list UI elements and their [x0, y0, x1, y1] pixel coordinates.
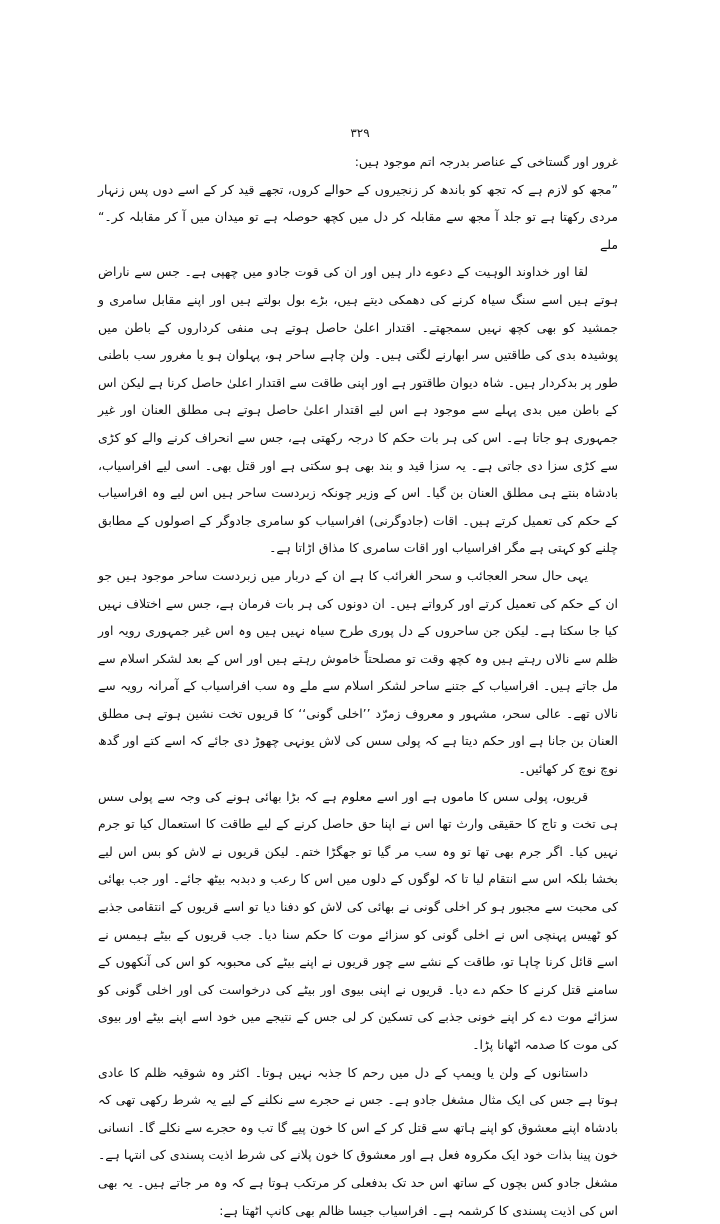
- paragraph: قریوں، پولی سس کا ماموں ہے اور اسے معلوم ہے کہ بڑا بھائی ہونے کی وجہ سے پولی سس ہی تخت و تاج کا حقیقی وارث تھا اس نے اپنا حق حاصل کرنے کے لیے طاقت کا استعمال کیا تو جرم نہیں کیا۔ اگر جرم بھی تھا تو وہ سب مر گیا تو جھگڑا ختم۔ لیکن قریوں نے لاش کو بس اس لیے بخشا بلکہ اس سے انتقام لیا تا کہ لوگوں کے دلوں میں اس کا رعب و دبدبہ بیٹھ جائے۔ اور جب بھائی کی محبت سے مجبور ہو کر اخلی گونی نے بھائی کی لاش کو دفنا دیا تو اسے قریوں کے انتقامی جذبے کو ٹھیس پہنچی اس نے اخلی گونی کو سزائے موت کا حکم سنا دیا۔ جب قریوں کے بیٹے ہیمس نے اسے قائل کرنا چاہا تو، طاقت کے نشے سے چور قریوں نے اپنے بیٹے کی محبوبہ کو اس کی آنکھوں کے سامنے قتل کرنے کا حکم دے دیا۔ قریوں نے اپنی بیوی اور بیٹے کی درخواست کی اور اخلی گونی کو سزائے موت دے کر اپنے خونی جذبے کی تسکین کر لی جس کے نتیجے میں خود اسے اپنے بیٹے اور بیوی کی موت کا صدمہ اٹھانا پڑا۔: [98, 788, 618, 1052]
- page-body: [98, 148, 618, 1224]
- page-number: ۳۲۹: [350, 126, 370, 140]
- paragraph: لقا اور خداوند الوہیت کے دعوے دار ہیں اور ان کی قوت جادو میں چھپی ہے۔ جس سے ناراض ہوتے ہیں اسے سنگ سیاہ کرنے کی دھمکی دیتے ہیں، بڑے بول بولتے ہیں اور اپنے مقابل سامری و جمشید کو بھی کچھ نہیں سمجھتے۔ اقتدار اعلیٰ حاصل ہوتے ہی منفی کرداروں کے باطن میں پوشیدہ بدی کی طاقتیں سر ابھارنے لگتی ہیں۔ ولن چاہے ساحر ہو، پہلوان ہو یا مغرور سب باطنی طور پر بدکردار ہیں۔ شاہ دیوان طاقتور ہے اور اپنی طاقت سے اقتدار اعلیٰ حاصل کرنا ہے لیکن اس کے باطن میں بدی پہلے سے موجود ہے اس لیے اقتدار اعلیٰ حاصل ہوتے ہی مطلق العنان اور غیر جمہوری ہو جاتا ہے۔ اس کی ہر بات حکم کا درجہ رکھتی ہے، جس سے انحراف کرنے والے کو کڑی سے کڑی سزا دی جاتی ہے۔ یہ سزا قید و بند بھی ہو سکتی ہے اور قتل بھی۔ اسی لیے افراسیاب، بادشاہ بنتے ہی مطلق العنان بن گیا۔ اس کے وزیر چونکہ زبردست ساحر ہیں اس لیے وہ افراسیاب کے حکم کی تعمیل کرتے ہیں۔ اقات (جادوگرنی) افراسیاب کو سامری جادوگر کے اصولوں کے مطابق چلنے کو کہتی ہے مگر افراسیاب اور اقات سامری کا مذاق اڑاتا ہے۔: [98, 264, 618, 556]
- paragraph-intro: غرور اور گستاخی کے عناصر بدرجہ اتم موجود ہیں:: [354, 154, 618, 169]
- paragraph: داستانوں کے ولن یا ویمپ کے دل میں رحم کا جذبہ نہیں ہوتا۔ اکثر وہ شوقیہ ظلم کا عادی ہوتا ہے جس کی ایک مثال مشغل جادو ہے۔ جس نے حجرے سے نکلنے کے لیے یہ شرط رکھی تھی کہ بادشاہ اپنے معشوق کو اپنے ہاتھ سے قتل کر کے اس کا خون پیے گا تب وہ حجرے سے نکلے گا۔ انسانی خون پینا بذات خود ایک مکروہ فعل ہے اور معشوق کا خون پلانے کی شرط اذیت پسندی کی انتہا ہے۔ مشغل جادو کس بچوں کے ساتھ اس حد تک بدفعلی کر مرتکب ہوتا ہے کہ وہ مر جاتے ہیں۔ یہ بھی اس کی اذیت پسندی کا کرشمہ ہے۔ افراسیاب جیسا ظالم بھی کانپ اٹھتا ہے:: [98, 1064, 618, 1218]
- paragraph: یہی حال سحر العجائب و سحر الغرائب کا ہے ان کے دربار میں زبردست ساحر موجود ہیں جو ان کے حکم کی تعمیل کرتے اور کرواتے ہیں۔ ان دونوں کی ہر بات فرمان ہے، جس سے اختلاف نہیں کیا جا سکتا ہے۔ لیکن جن ساحروں کے دل پوری طرح سیاہ نہیں ہیں وہ اس غیر جمہوری رویہ اور ظلم سے نالاں رہتے ہیں وہ کچھ وقت تو مصلحتاً خاموش رہتے ہیں اور اس کے بعد لشکر اسلام سے مل جاتے ہیں۔ افراسیاب کے جتنے ساحر لشکر اسلام سے ملے وہ سب افراسیاب کے آمرانہ رویہ سے نالاں تھے۔ عالی سحر، مشہور و معروف زمرّد ’’اخلی گونی‘‘ کا قریوں تخت نشین ہوتے ہی مطلق العنان بن جانا ہے اور حکم دیتا ہے کہ پولی سس کی لاش یونہی چھوڑ دی جائے کہ اسے کتے اور گدھ نوچ نوچ کر کھائیں۔: [98, 567, 618, 777]
- paragraph-quote: ”مجھ کو لازم ہے کہ تجھ کو باندھ کر زنجیروں کے حوالے کروں، تجھے قید کر کے اسے دوں پس زنہار مردی رکھتا ہے تو جلد آ مجھ سے مقابلہ کر دل میں کچھ حوصلہ ہے تو میدان میں آ کر مقابلہ کر۔“ ملے: [98, 181, 618, 252]
